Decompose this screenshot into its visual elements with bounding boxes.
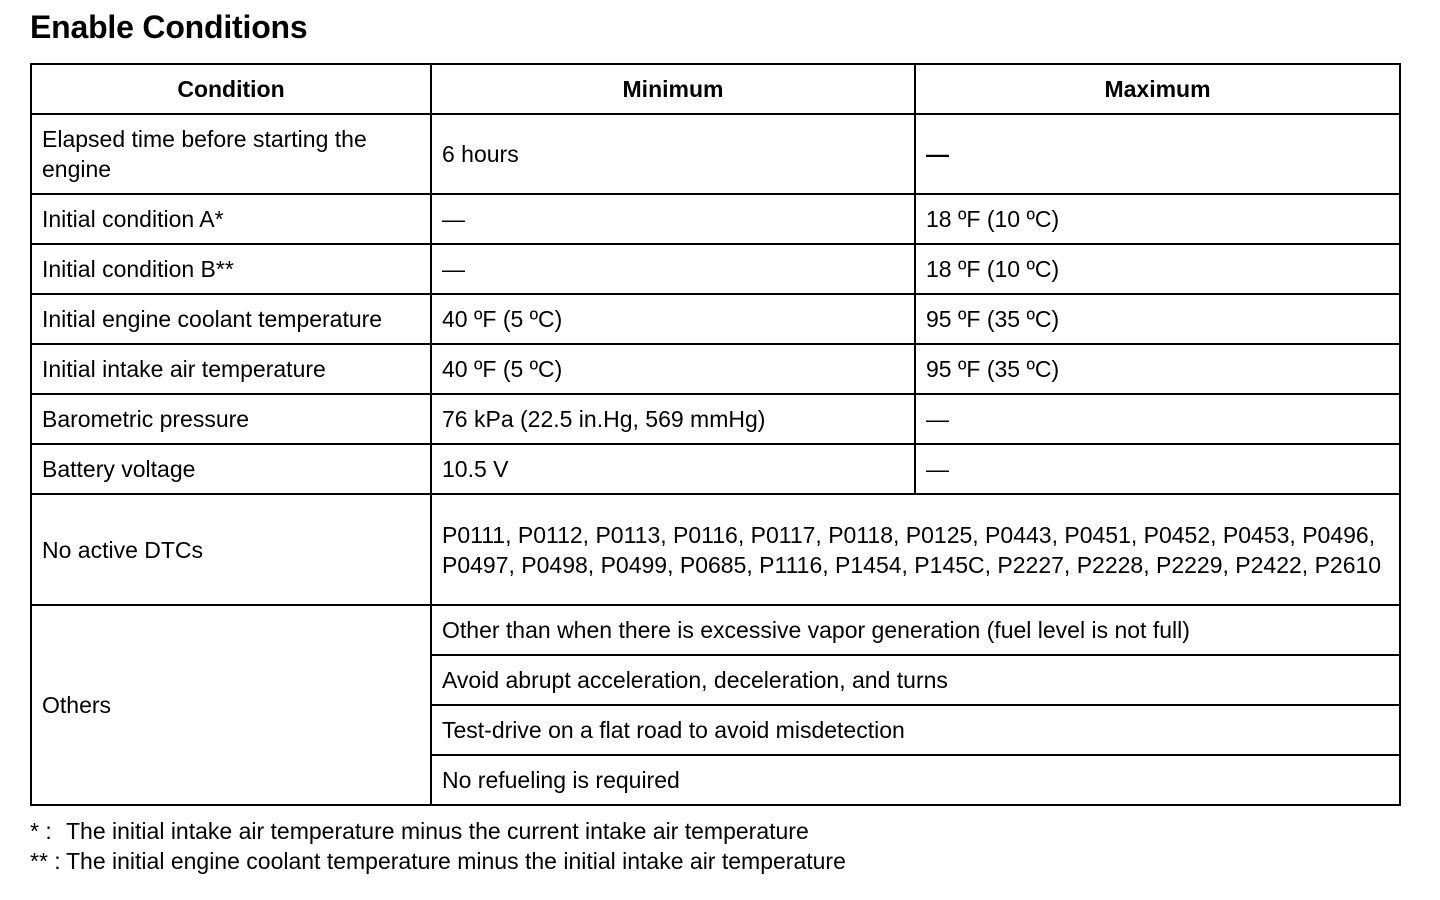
column-header-minimum: Minimum [431, 64, 915, 114]
table-row [31, 444, 1400, 494]
minimum-cell: 40 ºF (5 ºC) [431, 294, 915, 344]
minimum-cell: 76 kPa (22.5 in.Hg, 569 mmHg) [431, 394, 915, 444]
footnotes [30, 816, 846, 876]
table-row [31, 194, 1400, 244]
condition-cell: Elapsed time before starting the engine [31, 114, 431, 194]
footnote-mark: * : [30, 818, 52, 844]
minimum-cell: 10.5 V [431, 444, 915, 494]
maximum-cell: 18 ºF (10 ºC) [915, 194, 1400, 244]
table-row [31, 244, 1400, 294]
footnote-text: The initial intake air temperature minus the current intake air temperature [66, 818, 809, 844]
condition-cell: Initial condition A* [31, 194, 431, 244]
maximum-cell: — [915, 114, 1400, 194]
others-row [31, 605, 1400, 655]
condition-cell: Initial intake air temperature [31, 344, 431, 394]
others-item-cell: No refueling is required [431, 755, 1400, 805]
footnote [30, 816, 846, 846]
column-header-condition: Condition [31, 64, 431, 114]
condition-cell: Barometric pressure [31, 394, 431, 444]
footnote-mark: ** : [30, 848, 61, 874]
page-title: Enable Conditions [30, 9, 308, 45]
others-item-cell: Other than when there is excessive vapor generation (fuel level is not full) [431, 605, 1400, 655]
condition-cell: Initial engine coolant temperature [31, 294, 431, 344]
minimum-cell: 6 hours [431, 114, 915, 194]
maximum-cell: — [915, 444, 1400, 494]
dtc-row [31, 494, 1400, 605]
footnote-text: The initial engine coolant temperature minus the initial intake air temperature [66, 848, 846, 874]
table-row [31, 114, 1400, 194]
maximum-cell: 95 ºF (35 ºC) [915, 344, 1400, 394]
table-row [31, 294, 1400, 344]
maximum-cell: 18 ºF (10 ºC) [915, 244, 1400, 294]
minimum-cell: — [431, 194, 915, 244]
condition-cell: No active DTCs [31, 494, 431, 605]
table-header-row [31, 64, 1400, 114]
maximum-cell: 95 ºF (35 ºC) [915, 294, 1400, 344]
footnote [30, 846, 846, 876]
table-row [31, 344, 1400, 394]
condition-cell: Battery voltage [31, 444, 431, 494]
condition-cell: Initial condition B** [31, 244, 431, 294]
table-row [31, 394, 1400, 444]
condition-cell: Others [31, 605, 431, 805]
column-header-maximum: Maximum [915, 64, 1400, 114]
others-item-cell: Test-drive on a flat road to avoid misdetection [431, 705, 1400, 755]
maximum-cell: — [915, 394, 1400, 444]
dtc-list-cell: P0111, P0112, P0113, P0116, P0117, P0118, P0125, P0443, P0451, P0452, P0453, P0496, P0497, P0498, P0499, P0685, P1116, P1454, P145C, P2227, P2228, P2229, P2422, P2610 [431, 494, 1400, 605]
minimum-cell: — [431, 244, 915, 294]
others-item-cell: Avoid abrupt acceleration, deceleration, and turns [431, 655, 1400, 705]
enable-conditions-table [30, 63, 1401, 806]
minimum-cell: 40 ºF (5 ºC) [431, 344, 915, 394]
